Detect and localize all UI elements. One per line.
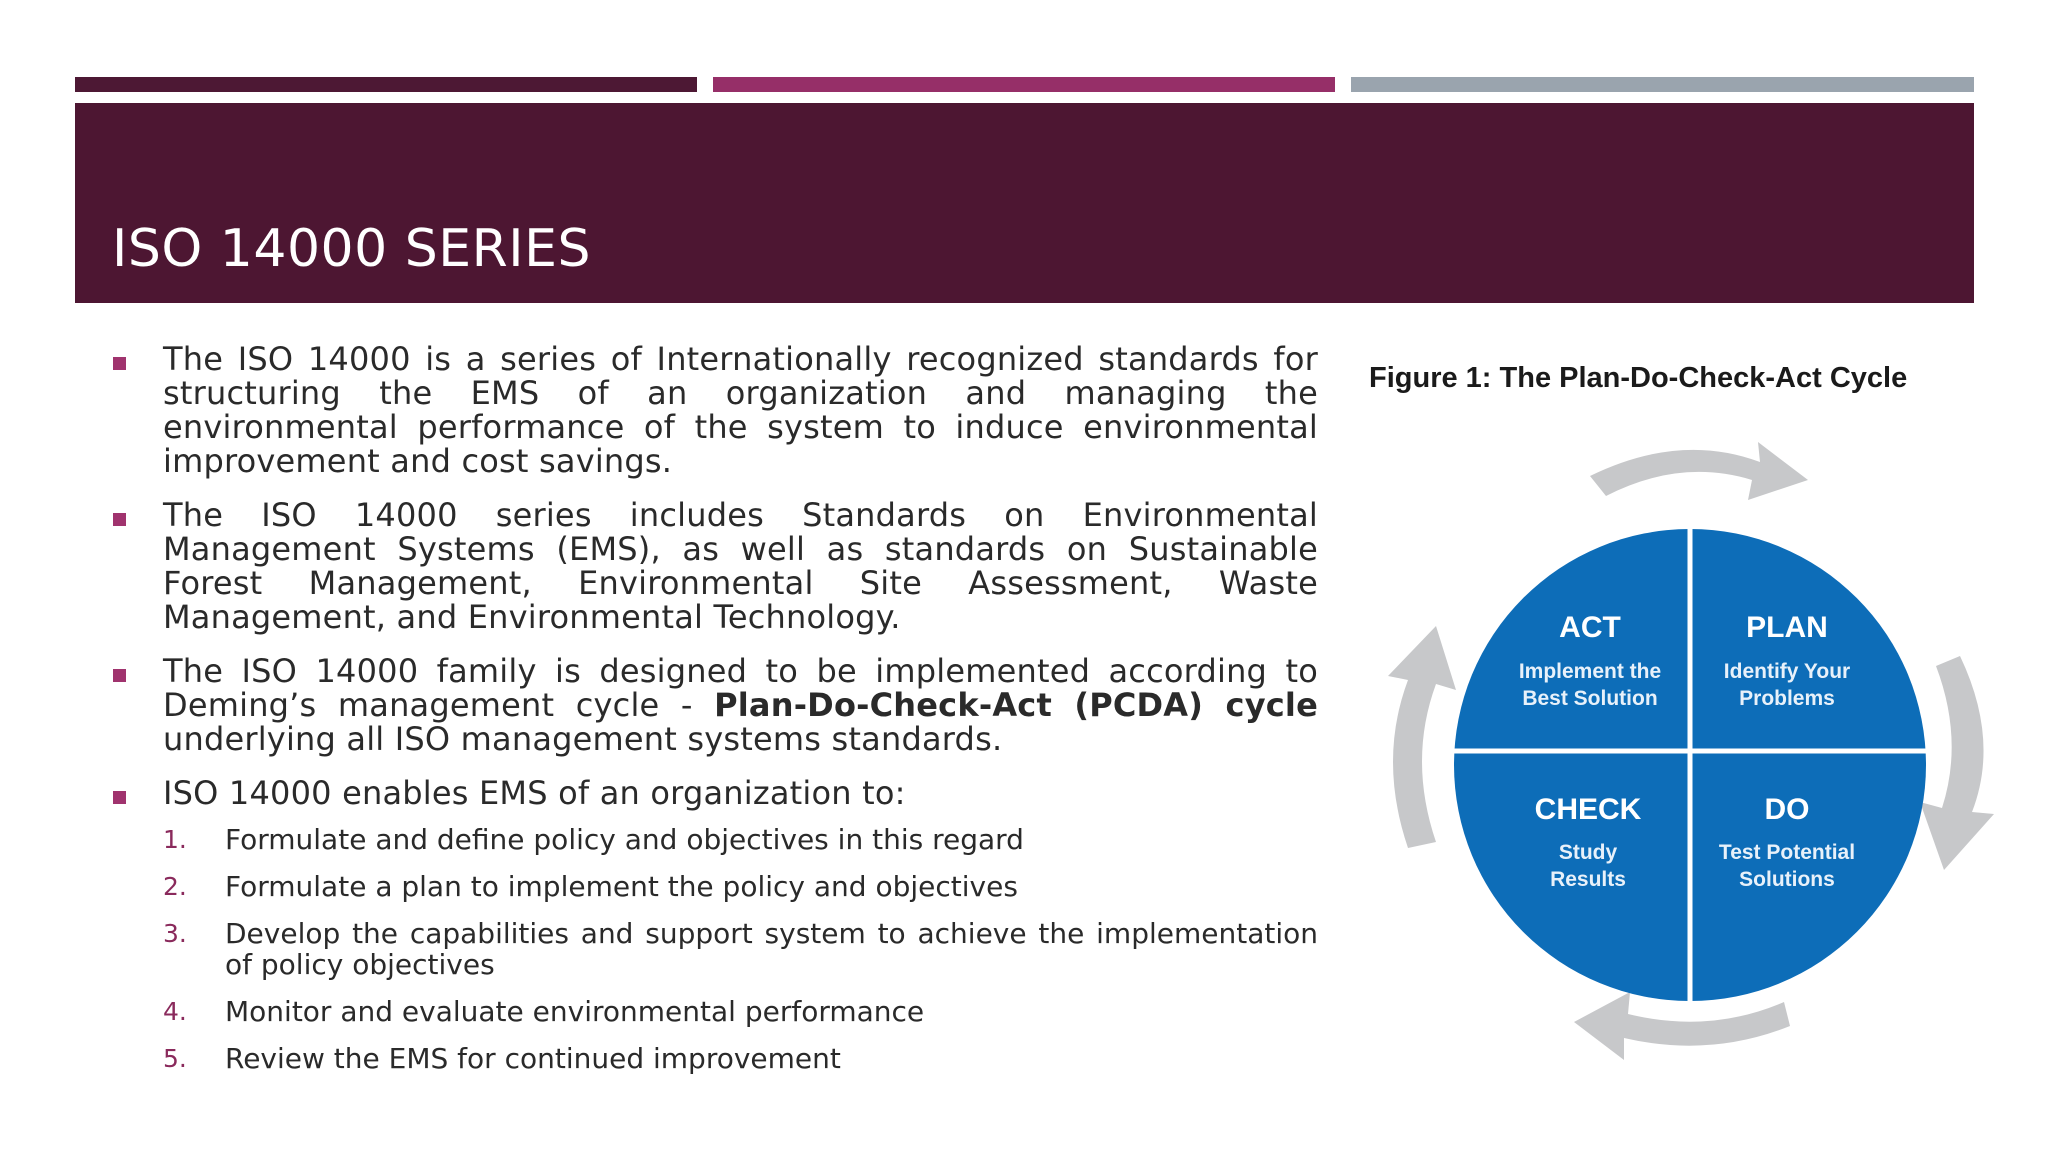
accent-bar-dark xyxy=(75,77,697,92)
do-line1: Test Potential xyxy=(1718,841,1856,864)
numbered-item xyxy=(105,824,1318,855)
title-band xyxy=(75,103,1974,303)
act-line2: Best Solution xyxy=(1522,687,1658,710)
bullet-item xyxy=(105,498,1318,634)
square-bullet-icon xyxy=(113,513,126,526)
numbered-item xyxy=(105,1043,1318,1074)
pdca-cycle-diagram xyxy=(1360,440,2020,1100)
do-line2: Solutions xyxy=(1739,868,1835,891)
check-line1: Study xyxy=(1558,841,1618,864)
item-number: 5. xyxy=(163,1044,187,1073)
numbered-item xyxy=(105,871,1318,902)
bullet-item xyxy=(105,776,1318,810)
item-number: 1. xyxy=(163,825,187,854)
square-bullet-icon xyxy=(113,791,126,804)
plan-line1: Identify Your xyxy=(1723,660,1851,683)
item-number: 4. xyxy=(163,997,187,1026)
item-text: Develop the capabilities and support system to achieve the implementation of policy objectives xyxy=(225,917,1318,981)
bullet-text: ISO 14000 enables EMS of an organization to: xyxy=(163,774,906,812)
square-bullet-icon xyxy=(113,357,126,370)
item-number: 2. xyxy=(163,872,187,901)
cycle-arrow-left-icon xyxy=(1388,626,1456,848)
accent-bar-magenta xyxy=(713,77,1335,92)
check-title: CHECK xyxy=(1534,793,1642,826)
bullet-text: The ISO 14000 is a series of Internationally recognized standards for structuring the EMS of an organization and managing the environmental performance of the system to induce environmental improvement and cost savings. xyxy=(163,340,1318,480)
content-area xyxy=(105,342,1318,1090)
act-line1: Implement the xyxy=(1518,660,1662,683)
cycle-arrow-top-icon xyxy=(1590,442,1808,500)
cycle-arrow-right-icon xyxy=(1920,656,1994,870)
do-title: DO xyxy=(1764,793,1810,826)
bullet-item xyxy=(105,654,1318,756)
page-title: ISO 14000 SERIES xyxy=(112,219,591,279)
bullet-text: The ISO 14000 series includes Standards on Environmental Management Systems (EMS), as well as standards on Sustainable Forest Management, Environmental Site Assessment, Waste Management, and Environmental Technology. xyxy=(163,496,1318,636)
check-line2: Results xyxy=(1550,868,1626,891)
bullet-text xyxy=(163,654,1318,756)
item-text: Monitor and evaluate environmental performance xyxy=(225,995,925,1028)
plan-line2: Problems xyxy=(1739,687,1835,710)
accent-bar-gray xyxy=(1351,77,1974,92)
item-text: Formulate and define policy and objectives in this regard xyxy=(225,823,1024,856)
plan-title: PLAN xyxy=(1746,611,1828,644)
square-bullet-icon xyxy=(113,669,126,682)
act-title: ACT xyxy=(1559,611,1621,644)
item-text: Review the EMS for continued improvement xyxy=(225,1042,841,1075)
numbered-item xyxy=(105,918,1318,980)
numbered-item xyxy=(105,996,1318,1027)
pdca-emphasis: Plan-Do-Check-Act (PCDA) cycle xyxy=(714,686,1318,724)
bullet-item xyxy=(105,342,1318,478)
item-number: 3. xyxy=(163,919,187,948)
item-text: Formulate a plan to implement the policy and objectives xyxy=(225,870,1018,903)
bullet-text-end: underlying all ISO management systems standards. xyxy=(163,720,1003,758)
figure-title: Figure 1: The Plan-Do-Check-Act Cycle xyxy=(1369,362,1908,394)
bullet-text-start: The ISO 14000 family is designed to be implemented according to Deming’s management cycle - xyxy=(163,652,1318,724)
cycle-arrow-bottom-icon xyxy=(1574,992,1790,1060)
